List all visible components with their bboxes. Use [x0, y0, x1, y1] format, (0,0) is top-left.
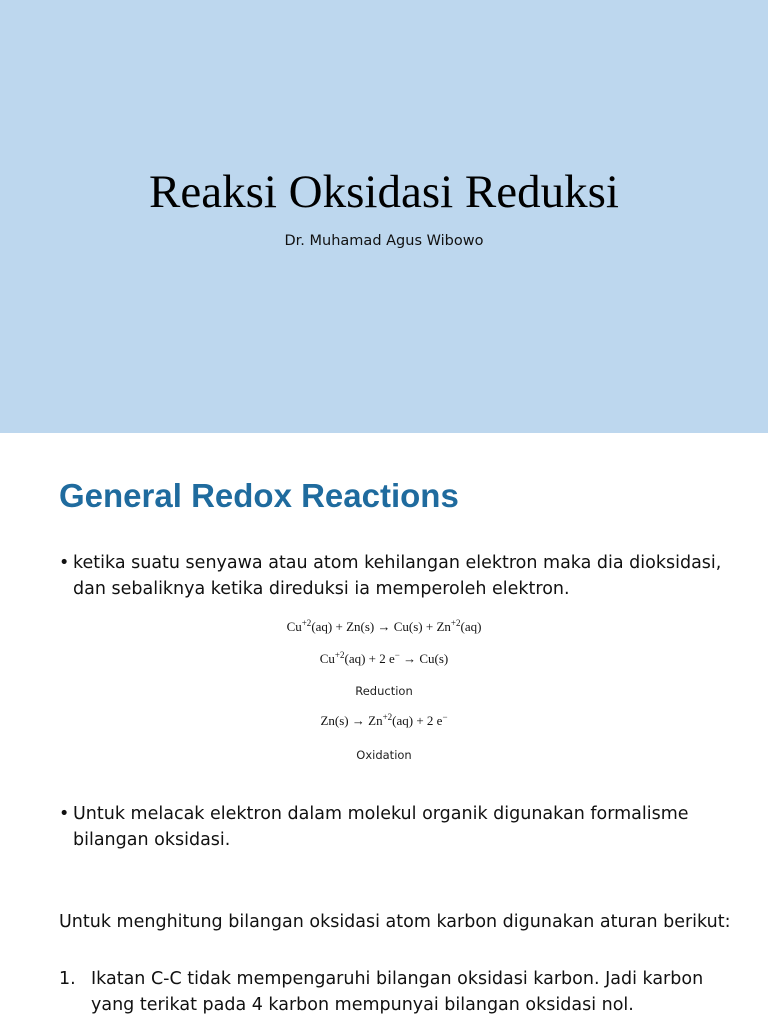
label-oxidation: Oxidation [356, 748, 412, 762]
bullet-item-2 [59, 801, 749, 853]
rules-intro-paragraph: Untuk menghitung bilangan oksidasi atom karbon digunakan aturan berikut: [59, 912, 731, 932]
bullet-item-1 [59, 550, 749, 602]
bullet-text: Untuk melacak elektron dalam molekul organik digunakan formalisme bilangan oksidasi. [73, 804, 689, 850]
title-slide [0, 0, 768, 433]
bullet-dot: • [59, 804, 70, 824]
slide-subtitle: Dr. Muhamad Agus Wibowo [284, 233, 484, 249]
rules-list-item-1 [59, 966, 749, 1018]
bullet-dot: • [59, 553, 70, 573]
equation-overall: $Cu^{+2}(aq) + Zn(s) \to Cu(s) + Zn^{+2}(aq)$ [286, 618, 482, 634]
slide-title: Reaksi Oksidasi Reduksi [149, 166, 619, 218]
bullet-text: ketika suatu senyawa atau atom kehilangan elektron maka dia dioksidasi, dan sebaliknya ketika direduksi ia memperoleh elektron. [73, 553, 722, 599]
section-heading: General Redox Reactions [59, 477, 459, 514]
content-slide [0, 434, 768, 1024]
label-reduction: Reduction [355, 684, 413, 698]
equation-reduction: $Cu^{+2}(aq) + 2$ e− → Cu(s) [319, 650, 449, 666]
list-number: 1. [59, 969, 76, 989]
list-text: Ikatan C-C tidak mempengaruhi bilangan oksidasi karbon. Jadi karbon yang terikat pada 4 karbon mempunyai bilangan oksidasi nol. [91, 969, 704, 1015]
equation-oxidation: $Zn(s) \to Zn^{+2}(aq) + 2$ e− [320, 712, 448, 728]
